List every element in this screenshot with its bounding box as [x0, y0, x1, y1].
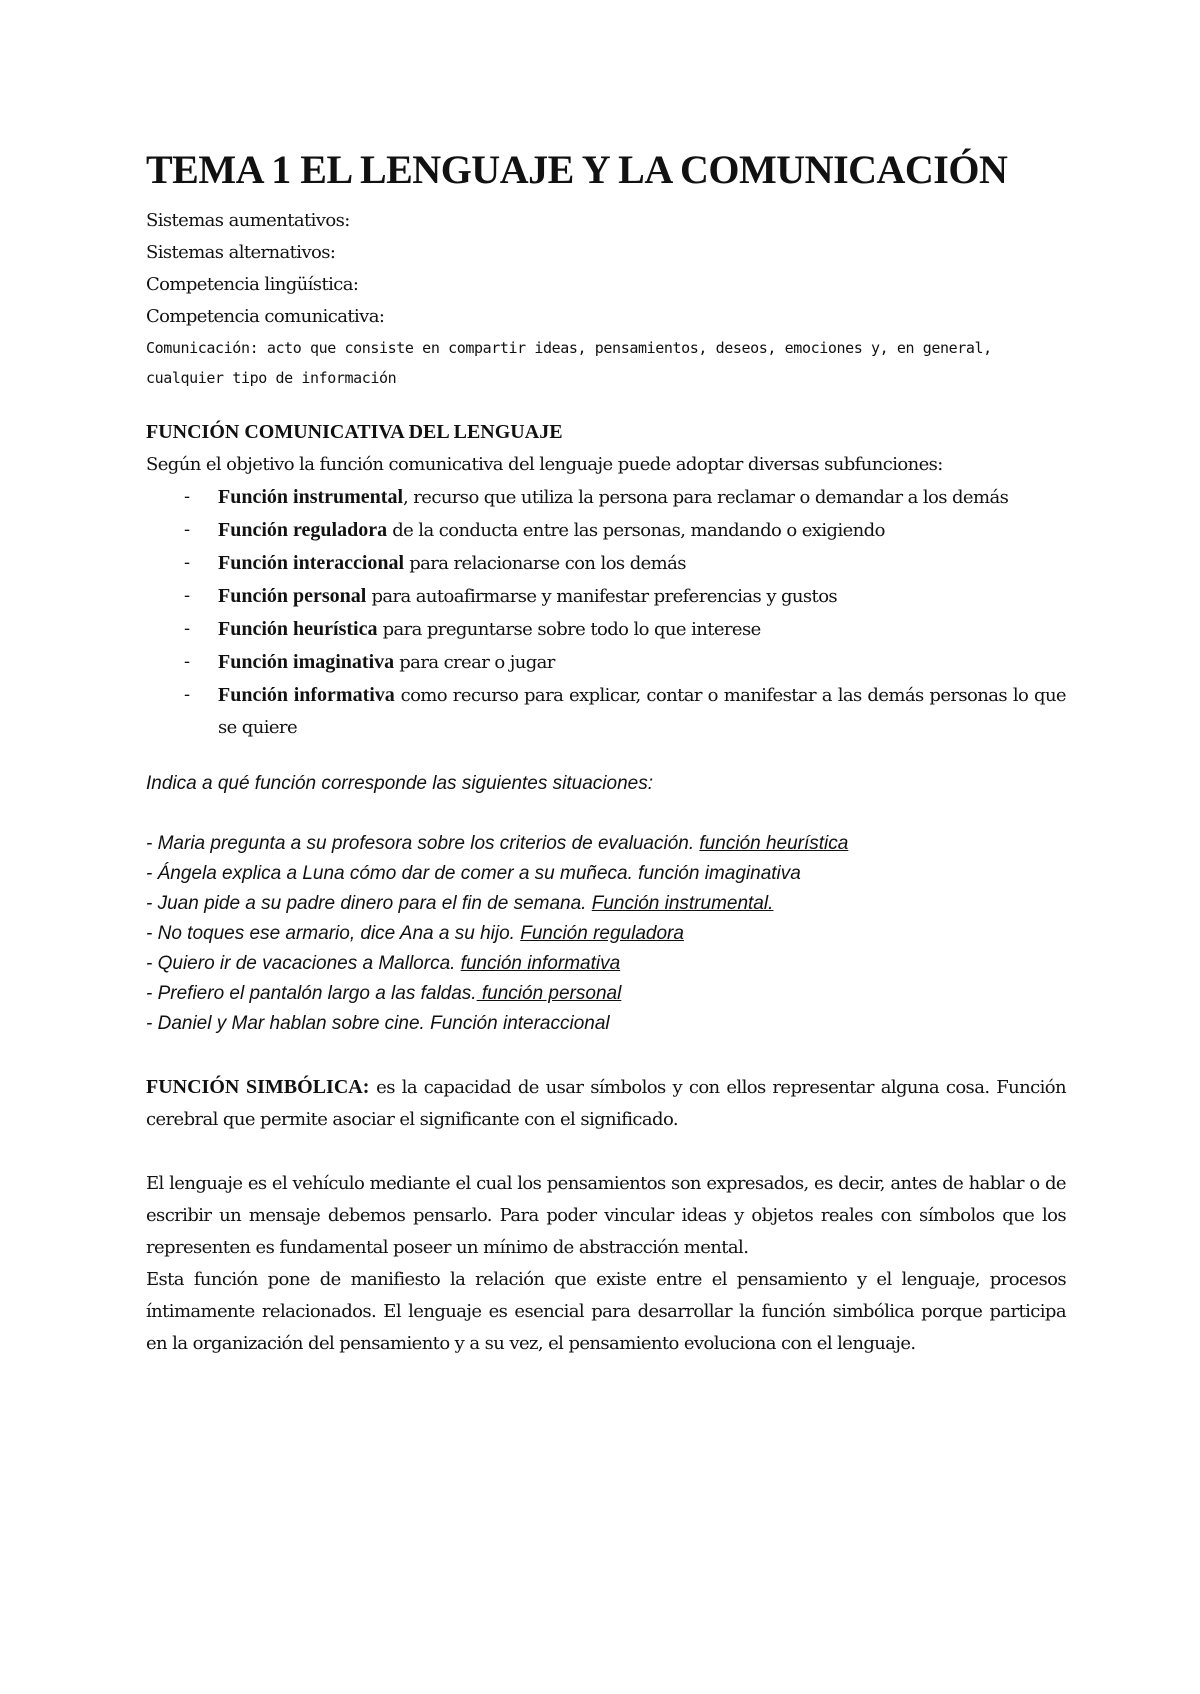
- communicative-intro: Según el objetivo la función comunicativa del lenguaje puede adoptar diversas subfunciones:: [146, 454, 943, 475]
- symbolic-paragraph-1: El lenguaje es el vehículo mediante el cual los pensamientos son expresados, es decir, antes de hablar o de escribir un mensaje debemos pensarlo. Para poder vincular ideas y objetos reales con símbolos que los representen es fundamental poseer un mínimo de abstracción mental.: [146, 1173, 1066, 1258]
- situation-text: - Maria pregunta a su profesora sobre los criterios de evaluación.: [146, 833, 700, 854]
- situation-answer: función informativa: [460, 953, 621, 974]
- situation-answer: función heurística: [699, 833, 849, 854]
- situation-answer: Función interaccional: [430, 1013, 610, 1034]
- list-item: [146, 580, 1066, 613]
- spacer: [146, 799, 1066, 829]
- situation-line: [146, 919, 1066, 949]
- list-item: [146, 481, 1066, 514]
- situation-text: - Juan pide a su padre dinero para el fin de semana.: [146, 893, 592, 914]
- list-dash: -: [184, 486, 190, 507]
- function-term: Función informativa: [218, 684, 395, 706]
- situation-line: [146, 979, 1066, 1009]
- function-term: Función instrumental: [218, 486, 404, 508]
- situation-text: - Quiero ir de vacaciones a Mallorca.: [146, 953, 461, 974]
- functions-list: [146, 481, 1066, 744]
- situation-text: - Ángela explica a Luna cómo dar de comer a su muñeca.: [146, 863, 639, 884]
- function-term: Función interaccional: [218, 552, 405, 574]
- intro-block: [146, 205, 1066, 393]
- situation-answer: Función reguladora: [520, 923, 684, 944]
- list-item: [146, 514, 1066, 547]
- function-description: para autoafirmarse y manifestar preferencias y gustos: [366, 586, 838, 607]
- list-dash: -: [184, 552, 190, 573]
- exercise-block: [146, 769, 1066, 1039]
- symbolic-section: [146, 1071, 1066, 1360]
- intro-line-linguistic: Competencia lingüística:: [146, 274, 359, 295]
- function-description: para crear o jugar: [394, 652, 555, 673]
- spacer: [146, 1136, 1066, 1168]
- list-item: [146, 613, 1066, 646]
- symbolic-heading-text: es la capacidad de usar símbolos y con ellos representar alguna cosa. Función cerebral que permite asociar el significante con el significado.: [146, 1077, 1066, 1130]
- intro-line-augmentative: Sistemas aumentativos:: [146, 210, 350, 231]
- list-dash: -: [184, 519, 190, 540]
- intro-line-communicative: Competencia comunicativa:: [146, 306, 385, 327]
- situation-answer: función personal: [476, 983, 622, 1004]
- list-dash: -: [184, 684, 190, 705]
- function-term: Función heurística: [218, 618, 378, 640]
- situation-line: [146, 889, 1066, 919]
- function-term: Función reguladora: [218, 519, 388, 541]
- function-description: como recurso para explicar, contar o manifestar a las demás personas lo que se quiere: [218, 685, 1066, 738]
- function-description: de la conducta entre las personas, mandando o exigiendo: [387, 520, 885, 541]
- communication-definition: Comunicación: acto que consiste en compartir ideas, pensamientos, deseos, emociones y, en general, cualquier tipo de información: [146, 339, 992, 387]
- situation-line: [146, 1009, 1066, 1039]
- page-title: TEMA 1 EL LENGUAJE Y LA COMUNICACIÓN: [146, 147, 1008, 192]
- intro-line-alternative: Sistemas alternativos:: [146, 242, 336, 263]
- communicative-section-body: [146, 449, 1066, 744]
- symbolic-paragraph-2: Esta función pone de manifiesto la relación que existe entre el pensamiento y el lenguaje, procesos íntimamente relacionados. El lenguaje es esencial para desarrollar la función simbólica porque participa en la organización del pensamiento y a su vez, el pensamiento evoluciona con el lenguaje.: [146, 1269, 1066, 1354]
- exercise-prompt: Indica a qué función corresponde las siguientes situaciones:: [146, 773, 653, 794]
- situation-answer: Función instrumental.: [591, 893, 774, 914]
- list-item: [146, 547, 1066, 580]
- list-dash: -: [184, 585, 190, 606]
- list-item: [146, 646, 1066, 679]
- list-item: [146, 679, 1066, 744]
- function-description: para relacionarse con los demás: [404, 553, 686, 574]
- function-description: , recurso que utiliza la persona para reclamar o demandar a los demás: [403, 487, 1009, 508]
- list-dash: -: [184, 618, 190, 639]
- situation-answer: función imaginativa: [638, 863, 801, 884]
- symbolic-definition: [146, 1071, 1066, 1136]
- situation-line: [146, 859, 1066, 889]
- function-term: Función personal: [218, 585, 367, 607]
- situation-line: [146, 829, 1066, 859]
- function-term: Función imaginativa: [218, 651, 395, 673]
- communicative-heading: FUNCIÓN COMUNICATIVA DEL LENGUAJE: [146, 421, 563, 443]
- list-dash: -: [184, 651, 190, 672]
- situation-line: [146, 949, 1066, 979]
- function-description: para preguntarse sobre todo lo que interese: [377, 619, 761, 640]
- situation-text: - No toques ese armario, dice Ana a su hijo.: [146, 923, 521, 944]
- situation-text: - Daniel y Mar hablan sobre cine.: [146, 1013, 431, 1034]
- symbolic-heading: FUNCIÓN SIMBÓLICA:: [146, 1076, 370, 1098]
- situation-text: - Prefiero el pantalón largo a las faldas.: [146, 983, 477, 1004]
